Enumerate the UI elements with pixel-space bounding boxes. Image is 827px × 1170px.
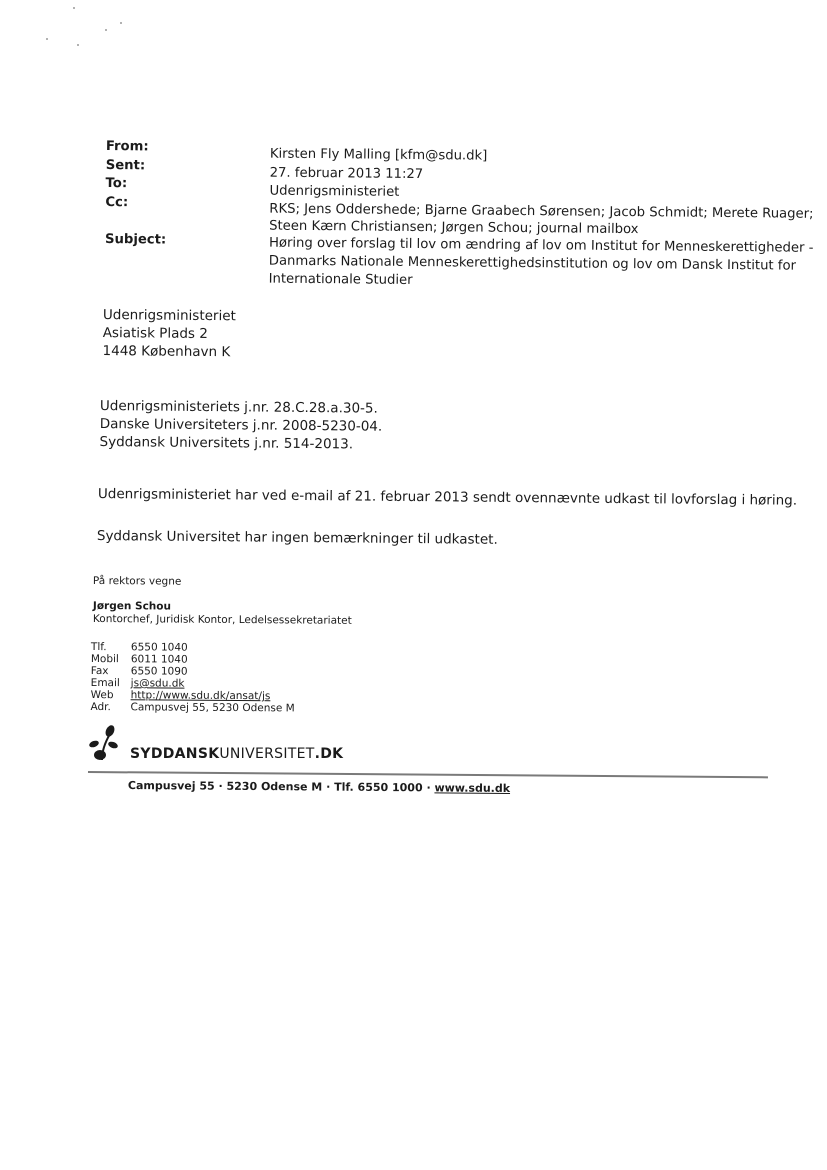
wordmark-bold: SYDDANSK (130, 746, 220, 762)
address-line: Udenrigsministeriet (102, 306, 236, 325)
contact-value: 6550 1090 (130, 665, 188, 678)
contact-label: Mobil (90, 652, 119, 666)
body-paragraph-2: Syddansk Universitet har ingen bemærkninger til udkastet. (96, 527, 498, 548)
subject-line-1: Høring over forslag til lov om ændring af lov om Institut for Menneskerettigheder - (268, 235, 814, 256)
from-value: Kirsten Fly Malling [kfm@sdu.dk] (269, 146, 488, 164)
recipient-address (102, 306, 235, 361)
contact-table (90, 641, 295, 715)
contact-label: Email (90, 676, 120, 690)
letter-footer (128, 779, 510, 795)
scan-speck (105, 29, 107, 31)
address-line: 1448 København K (102, 342, 231, 361)
reference-line: Syddansk Universitets j.nr. 514-2013. (99, 433, 354, 453)
footer-address: Campusvej 55 · 5230 Odense M · Tlf. 6550 1000 · (127, 779, 435, 795)
cc-line-2: Steen Kærn Christiansen; Jørgen Schou; journal mailbox (269, 218, 639, 238)
scan-speck (46, 38, 48, 40)
reference-line: Udenrigsministeriets j.nr. 28.C.28.a.30-5. (99, 397, 378, 417)
to-label: To: (105, 175, 128, 192)
on-behalf-text: På rektors vegne (92, 575, 182, 588)
contact-label: Tlf. (90, 641, 107, 654)
email-link[interactable]: js@sdu.dk (130, 677, 185, 690)
signer-name: Jørgen Schou (92, 600, 172, 613)
contact-label: Web (90, 688, 114, 702)
subject-line-3: Internationale Studier (268, 271, 413, 288)
wordmark-thin: UNIVERSITET (219, 746, 315, 762)
sdu-wordmark (130, 746, 343, 762)
signer-title: Kontorchef, Juridisk Kontor, Ledelsessekretariatet (92, 613, 352, 627)
scan-speck (77, 44, 79, 46)
subject-line-2: Danmarks Nationale Menneskerettighedsinstitution og lov om Dansk Institut for (268, 253, 797, 274)
reference-line: Danske Universiteters j.nr. 2008-5230-04. (99, 415, 383, 435)
footer-divider (88, 771, 768, 778)
sent-label: Sent: (105, 157, 146, 174)
sdu-leaf-icon (88, 724, 128, 764)
cc-label: Cc: (105, 194, 129, 211)
subject-label: Subject: (104, 231, 167, 248)
body-paragraph-1: Udenrigsministeriet har ved e-mail af 21. februar 2013 sendt ovennævnte udkast til lovforslag i høring. (97, 485, 798, 509)
to-value: Udenrigsministeriet (269, 183, 400, 200)
address-line: Asiatisk Plads 2 (102, 324, 208, 343)
from-label: From: (105, 139, 149, 155)
cc-line-1: RKS; Jens Oddershede; Bjarne Graabech Sørensen; Jacob Schmidt; Merete Ruager; (269, 201, 814, 222)
sent-value: 27. februar 2013 11:27 (269, 165, 424, 183)
contact-value: 6550 1040 (130, 641, 188, 654)
wordmark-suffix: .DK (314, 746, 344, 762)
contact-value: Campusvej 55, 5230 Odense M (130, 701, 295, 715)
reference-numbers (99, 397, 382, 454)
email-header (104, 139, 814, 288)
web-link[interactable]: http://www.sdu.dk/ansat/js (130, 689, 271, 703)
contact-value: 6011 1040 (130, 653, 188, 666)
contact-label: Fax (90, 664, 109, 678)
contact-label: Adr. (90, 700, 111, 714)
sdu-logo (88, 724, 348, 764)
scan-speck (120, 22, 122, 24)
scan-speck (73, 7, 75, 9)
footer-web-link[interactable]: www.sdu.dk (434, 781, 511, 796)
